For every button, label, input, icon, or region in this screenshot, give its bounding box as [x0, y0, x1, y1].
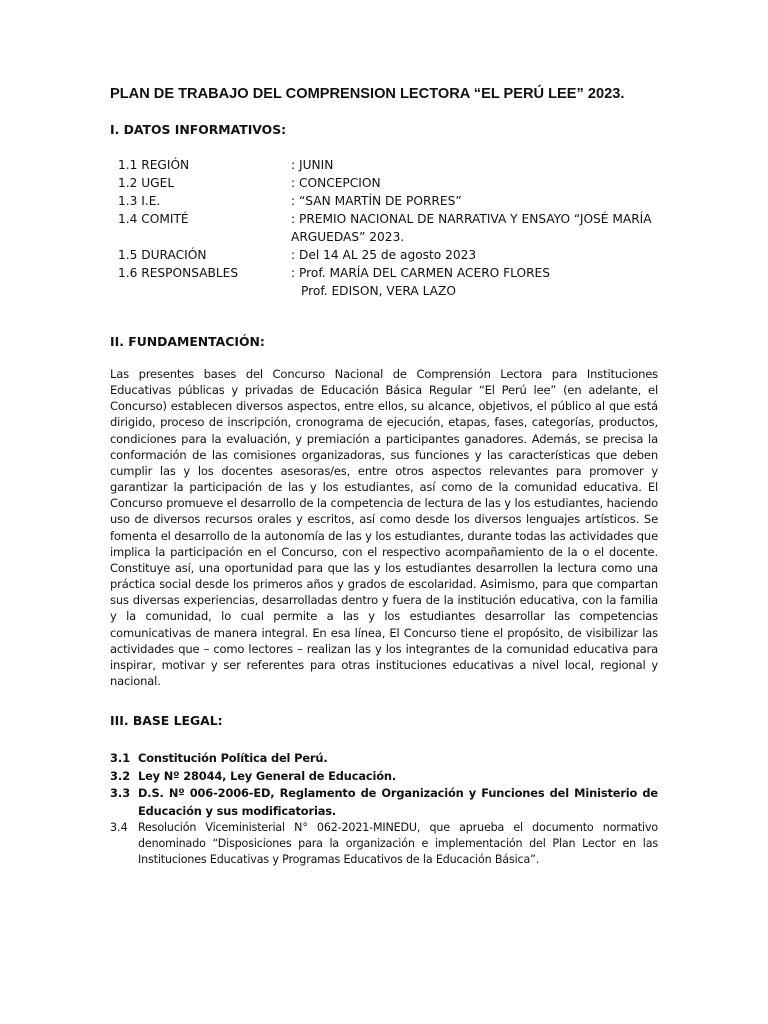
info-label: 1.3 I.E. — [118, 194, 161, 208]
info-row-ie — [118, 192, 678, 210]
info-row-responsables — [118, 264, 678, 300]
item-text: Resolución Viceministerial N° 062-2021-MINEDU, que aprueba el documento normativo denominado “Disposiciones para la organización e implementación del Plan Lector en las Instituciones Educativas y Programas Educativos de la Educación Básica”. — [138, 821, 658, 867]
base-legal-list — [110, 750, 658, 868]
info-label: 1.4 COMITÉ — [118, 212, 189, 226]
info-label: 1.5 DURACIÓN — [118, 248, 207, 262]
info-row-duracion — [118, 246, 678, 264]
list-item — [110, 750, 658, 768]
info-value: : CONCEPCION — [291, 176, 381, 190]
fundamentacion-paragraph: Las presentes bases del Concurso Nacional de Comprensión Lectora para Instituciones Educativas públicas y privadas de Educación Básica Regular “El Perú lee” (en adelante, el Concurso) establecen diversos aspectos, entre ellos, su alcance, objetivos, el público al que está dirigido, proceso de inscripción, cronograma de ejecución, etapas, fases, categorías, productos, condiciones para la evaluación, y premiación a participantes ganadores. Además, se precisa la conformación de las comisiones organizadoras, sus funciones y las características que deben cumplir las y los docentes asesoras/es, entre otros aspectos relevantes para promover y garantizar la participación de las y los estudiantes, así como de la comunidad educativa. El Concurso promueve el desarrollo de la competencia de lectura de las y los estudiantes, haciendo uso de diversos recursos orales y escritos, así como desde los diversos lenguajes artísticos. Se fomenta el desarrollo de la autonomía de las y los estudiantes, durante todas las actividades que implica la participación en el Concurso, con el respectivo acompañamiento de la o el docente. Constituye así, una oportunidad para que las y los estudiantes desarrollen la lectura como una práctica social desde los primeros años y grados de escolaridad. Asimismo, para que compartan sus diversas experiencias, desarrolladas dentro y fuera de la institución educativa, con la familia y la comunidad, lo cual permite a las y los estudiantes desarrollar las competencias comunicativas de manera integral. En esa línea, El Concurso tiene el propósito, de visibilizar las actividades que – como lectores – realizan las y los integrantes de la comunidad educativa para inspirar, motivar y ser referentes para otras instituciones educativas a nivel local, regional y nacional. — [110, 367, 658, 688]
item-text: Ley Nº 28044, Ley General de Educación. — [138, 768, 397, 783]
section-heading-base-legal: III. BASE LEGAL: — [110, 713, 223, 728]
list-item — [110, 785, 658, 820]
info-value: : JUNIN — [291, 158, 334, 172]
info-value: : PREMIO NACIONAL DE NARRATIVA Y ENSAYO “JOSÉ MARÍA ARGUEDAS” 2023. — [291, 212, 652, 244]
info-row-ugel — [118, 174, 678, 192]
info-label: 1.6 RESPONSABLES — [118, 266, 239, 280]
list-item — [110, 768, 658, 786]
info-value: : Del 14 AL 25 de agosto 2023 — [291, 248, 477, 262]
item-text: D.S. Nº 006-2006-ED, Reglamento de Organización y Funciones del Ministerio de Educación y sus modificatorias. — [138, 786, 658, 818]
section-heading-datos: I. DATOS INFORMATIVOS: — [110, 122, 287, 137]
section-heading-fundamentacion: II. FUNDAMENTACIÓN: — [110, 334, 265, 349]
info-value — [291, 264, 661, 300]
info-row-region — [118, 156, 678, 174]
responsable-secondary: Prof. EDISON, VERA LAZO — [301, 284, 456, 298]
info-label: 1.1 REGIÓN — [118, 158, 190, 172]
info-table — [118, 156, 678, 300]
item-number: 3.1 — [110, 751, 131, 765]
info-label: 1.2 UGEL — [118, 176, 175, 190]
item-number: 3.3 — [110, 786, 131, 801]
info-row-comite — [118, 210, 678, 246]
item-number: 3.4 — [110, 821, 128, 835]
item-text: Constitución Política del Perú. — [138, 751, 328, 765]
item-number: 3.2 — [110, 768, 131, 783]
responsable-primary: : Prof. MARÍA DEL CARMEN ACERO FLORES — [291, 266, 550, 280]
list-item — [110, 820, 658, 868]
document-title: PLAN DE TRABAJO DEL COMPRENSION LECTORA “EL PERÚ LEE” 2023. — [110, 86, 625, 102]
info-value: : “SAN MARTÍN DE PORRES” — [291, 194, 462, 208]
